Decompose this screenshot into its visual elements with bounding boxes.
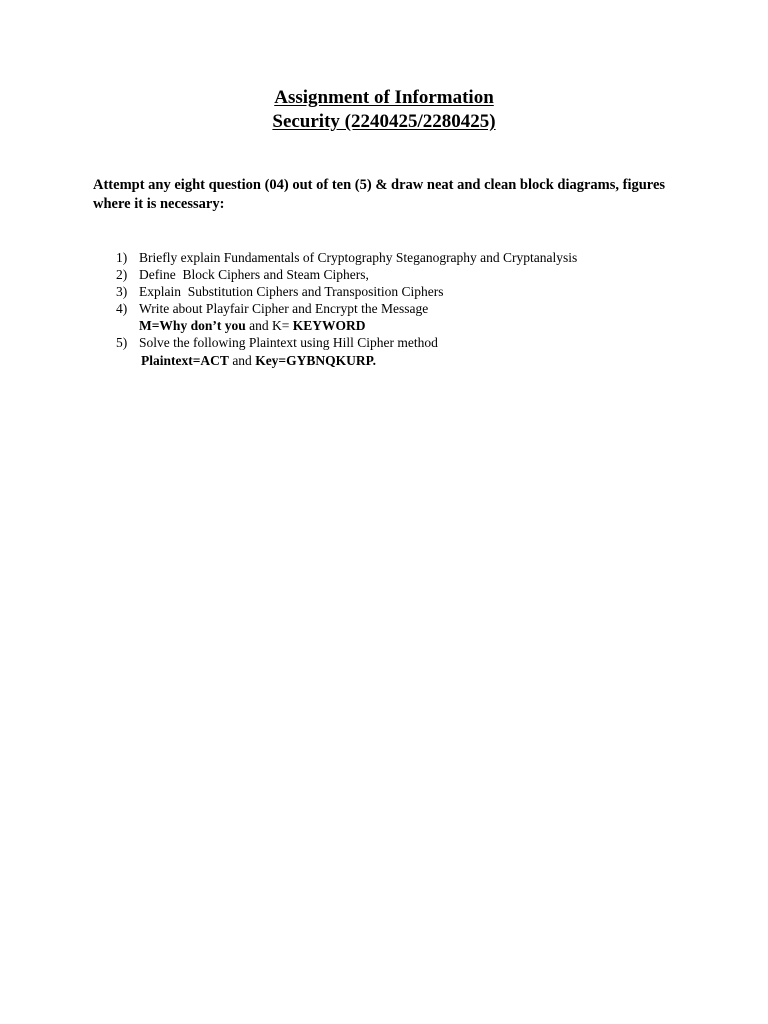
question-item-2	[116, 266, 676, 283]
question-item-1	[116, 249, 676, 266]
document-title	[0, 86, 768, 134]
question-text: Write about Playfair Cipher and Encrypt the Message	[139, 301, 429, 316]
title-line-2: Security (2240425/2280425)	[272, 111, 496, 132]
question-number: 2)	[116, 267, 128, 282]
question-text: Define Block Ciphers and Steam Ciphers,	[139, 267, 369, 282]
plaintext-value: Plaintext=ACT	[141, 353, 229, 368]
question-number: 4)	[116, 301, 128, 316]
question-item-3	[116, 283, 676, 300]
key-value: KEYWORD	[292, 318, 366, 333]
question-item-5	[116, 334, 676, 369]
question-subline	[139, 317, 676, 334]
question-text: Solve the following Plaintext using Hill Cipher method	[139, 335, 438, 350]
question-text: Explain Substitution Ciphers and Transposition Ciphers	[139, 284, 444, 299]
connector-text: and K=	[245, 318, 293, 333]
title-line-1: Assignment of Information	[274, 87, 494, 108]
instructions-text: Attempt any eight question (04) out of ten (5) & draw neat and clean block diagrams, figures where it is necessary:	[93, 177, 666, 212]
question-number: 5)	[116, 335, 128, 350]
question-list	[116, 249, 676, 369]
connector-text: and	[228, 353, 256, 368]
question-text: Briefly explain Fundamentals of Cryptography Steganography and Cryptanalysis	[139, 250, 578, 265]
question-number: 3)	[116, 284, 128, 299]
message-value: M=Why don’t you	[139, 318, 246, 333]
question-item-4	[116, 300, 676, 334]
key-value: Key=GYBNQKURP.	[255, 353, 377, 368]
question-subline	[139, 352, 676, 369]
question-number: 1)	[116, 250, 128, 265]
